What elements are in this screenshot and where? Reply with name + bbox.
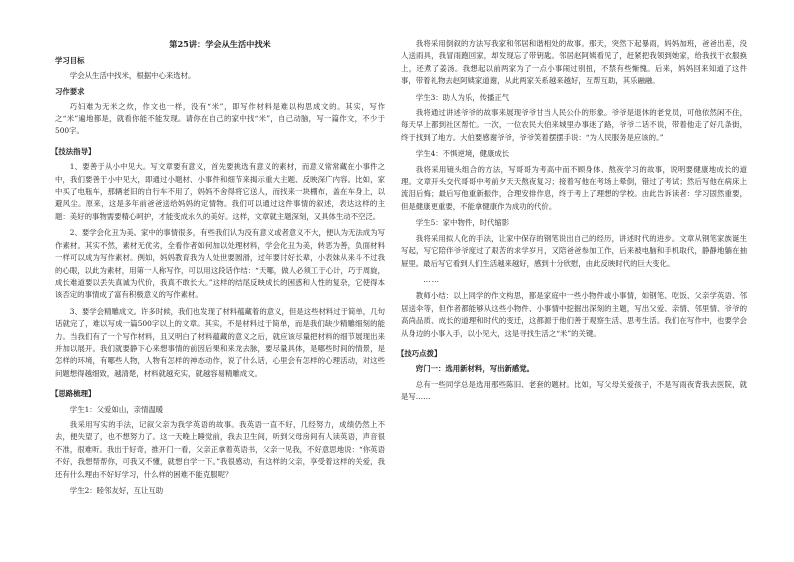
student-1-title: 学生1：父爱如山，亲情温暖 [69,404,164,414]
teacher-summary: 教师小结：以上同学的作文构思，都是家庭中一些小物件或小事情，如钢笔、吃饭、父亲学英语、邻居送伞等，但作者都能够从这些小物件、小事情中挖掘出深刻的主题，写出父爱、亲情、邻里情、爷爷的高尚品质、成长的道理和时代的变迁，这都源于他们善于观察生活、思考生活。我们在写作中，也要学会从身边的小事入手，以小见大，这是寻找生活之“米”的关键。 [401,291,747,338]
right-column [397,38,747,408]
learning-goal-text: 学会从生活中找米，根据中心来选材。 [69,70,196,80]
tip-1-title: 窍门一：选用新材料，写出新感觉。 [415,364,535,374]
writing-requirement-heading: 习作要求 [55,87,85,97]
student-2-title: 学生2：睦邻友好，互让互助 [69,486,164,495]
student-3-title: 学生3：助人为乐，传播正气 [415,92,510,102]
learning-goal-heading: 学习目标 [55,56,85,66]
method-paragraph-3: 3、要学会精雕成文。许多时候，我们也发现了材料蕴藏着的意义，但是这些材料过于简单，几句话就完了，难以写成一篇500字以上的文章。其实，不是材料过于简单，而是我们缺少精雕细刻的能力。当我们有了一个写作材料，且又明白了材料蕴藏的意义之后，就应该尽量把材料的细节展现出来并加以展开。我们就要静下心来想事情的前因后果和来龙去脉，要尽量具体，是哪些时间的情景，是怎样的环境，有哪些人物，人物有怎样的神态动作，说了什么话，心里会有怎样的心理活动，对这些问题想得越细致，越清楚，材料就越充实，就越容易精雕成文。 [55,306,385,378]
student-5-title: 学生5：家中物件，时代缩影 [415,218,510,228]
method-paragraph-1: 1、要善于从小中见大。写文章要有意义，首先要挑选有意义的素材，而意义常常藏在小事件之中，我们要善于小中见大，即通过小题材、小事件和细节来揭示重大主题、反映深广内容。比如，家中买了电瓶车，那辆老旧的自行车不用了，妈妈不舍得将它送人，而找来一块棚布，盖在车身上，以避风尘。原来，这是多年前爸爸送给妈妈的定情物。我们可以通过这件事情的叙述，表达这样的主题：美好的事物需要精心呵护，才能变成永久的美好。这样，文章就主题深刻，又具体生动不空泛。 [55,162,385,221]
student-5-text: 我将采用拟人化的手法，让家中保存的钢笔说出自己的经历，讲述时代的进步。文章从钢笔家族诞生写起，写它陪伴爷爷度过了艰苦的求学岁月，又陪爸爸参加工作，后来被电脑和手机取代，静静地躺在抽屉里。最后写它看到人们生活越来越好，感到十分欣慰，由此反映时代的巨大变化。 [401,233,747,268]
tip-1-text: 总有一些同学总是选用那些陈旧、老套的题材。比如，写父母关爱孩子，不是写雨夜背我去医院，就是写…… [401,379,747,402]
method-guide-heading: 【技法指导】 [51,146,96,156]
method-paragraph-2: 2、要学会化丑为美。家中的事情很多，有些我们认为没有意义或者意义不大，便认为无法成为写作素材。其实不然，素材无优劣，全看作者如何加以处理材料，学会化丑为美，转恶为善，负面材料一样可以成为写作素材。例如，妈妈教育我为人处世要圆滑，过年要讨好长辈，小表妹从来斗不过我的心眼，以此为素材，用第一人称写作，可以用这段话作结：“天哪，做人必须工于心计，巧于周旋，成长难道要以丢失真诚为代价，我真不敢长大。”这样的结尾反映成长的困惑和人性的复杂，它使得本该否定的事情成了富有积极意义的写作素材。 [55,228,385,300]
left-column [51,38,385,500]
writing-requirement-text: 巧妇难为无米之炊，作文也一样，没有“米”，即写作材料是难以构思成文的。其实，写作之“米”遍地都是，就看你能不能发现。请你在自己的家中找“米”，自己动脑，写一篇作文，不少于500字。 [55,101,385,136]
student-2-text: 我将采用倒叙的方法写我家和邻居和谐相处的故事。那天，突然下起暴雨，妈妈加班，爸爸出差，没人送雨具，我冒雨跑回家，却发现忘了带钥匙。邻居赵阿姨看见了，赶紧把我领到她家，给我找干衣服换上，还煮了姜汤。我想起以前两家为了一点小事闹过别扭，不禁有些惭愧。后来，妈妈回来知道了这件事，带着礼物去赵阿姨家道谢，从此两家关系越来越好，互帮互助，其乐融融。 [401,39,747,86]
student-1-text: 我采用写实的手法，记叙父亲为我学英语的故事。我英语一直不好，几经努力，成绩仍然上不去，便失望了，也不想努力了。这一天晚上睡觉前，我去卫生间，听到父母房间有人读英语，声音很不准，很难听。我出于好奇，推开门一看，父亲正拿着英语书，父亲一见我，不好意思地说：“你英语不好，我想帮帮你，可我又不懂，就想自学一下。”我很感动，有这样的父亲，享受着这样的关爱，我还有什么理由不好好学习，什么样的困难不能克服呢？ [55,419,385,479]
ellipsis-mark: …… [423,274,440,284]
outline-heading: 【思路梳理】 [51,389,96,399]
student-3-text: 我将通过讲述爷爷的故事来展现爷爷甘当人民公仆的形象。爷爷是退休的老党员，可他依然闲不住，每天早上都到社区帮忙。一次，一位农民大伯来城里办事迷了路，爷爷二话不说，带着他走了好几条街，终于找到了地方。大伯要感谢爷爷，爷爷笑着摆摆手说：“为人民服务是应该的。” [401,108,747,142]
tips-heading: 【技巧点拨】 [397,348,442,358]
lesson-title: 第25讲：学会从生活中找米 [169,39,271,49]
student-4-text: 我将采用镜头组合的方法，写哥哥为考高中而不顾身体、熬夜学习的故事，说明要健康地成长的道理。文章开头交代哥哥中考前夕天天熬夜复习；接着写他在考场上晕倒，错过了考试；然后写他在病床上流泪后悔；最后写他重新振作，合理安排作息，终于考上了理想的学校。由此告诉读者：学习固然重要，但是健康更重要，不能拿健康作为成功的代价。 [401,164,747,211]
student-4-title: 学生4：不惧逆境，健康成长 [415,149,510,159]
